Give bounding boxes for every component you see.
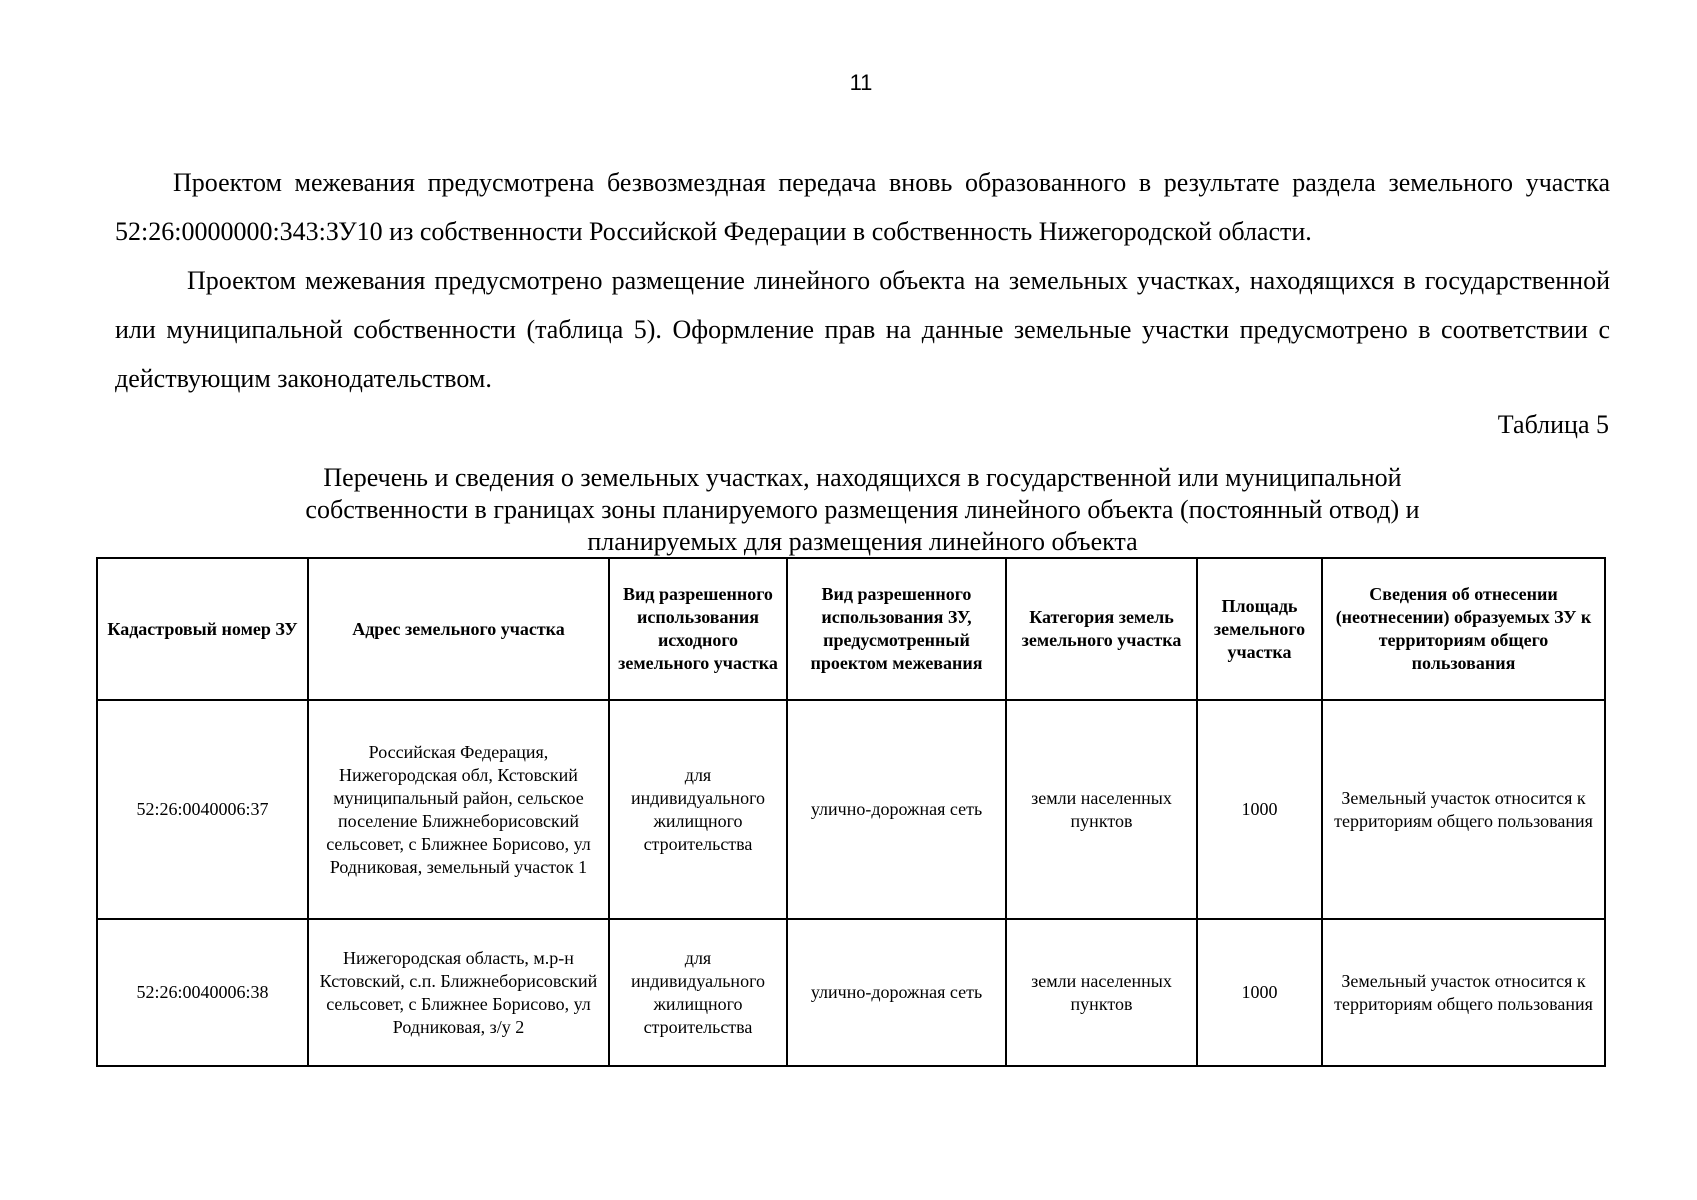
table-header-row bbox=[97, 558, 1605, 700]
cell-original-use: для индивидуального жилищного строительства bbox=[609, 700, 787, 919]
cell-project-use: улично-дорожная сеть bbox=[787, 700, 1006, 919]
header-land-category: Категория земель земельного участка bbox=[1006, 558, 1197, 700]
cell-original-use: для индивидуального жилищного строительства bbox=[609, 919, 787, 1066]
header-address: Адрес земельного участка bbox=[308, 558, 609, 700]
cell-common-use: Земельный участок относится к территориям общего пользования bbox=[1322, 700, 1605, 919]
cell-project-use: улично-дорожная сеть bbox=[787, 919, 1006, 1066]
paragraph-placement: Проектом межевания предусмотрено размещение линейного объекта на земельных участках, находящихся в государственной или муниципальной собственности (таблица 5). Оформление прав на данные земельные участки предусмотрено в соответствии с действующим законодательством. bbox=[115, 266, 1610, 393]
header-area: Площадь земельного участка bbox=[1197, 558, 1322, 700]
cell-area: 1000 bbox=[1197, 919, 1322, 1066]
cell-common-use: Земельный участок относится к территориям общего пользования bbox=[1322, 919, 1605, 1066]
header-original-use: Вид разрешенного использования исходного земельного участка bbox=[609, 558, 787, 700]
table-title: Перечень и сведения о земельных участках, находящихся в государственной или муниципальной собственности в границах зоны планируемого размещения линейного объекта (постоянный отвод) и планируемых для размещения линейного объекта bbox=[305, 463, 1420, 556]
cell-cadastral-number: 52:26:0040006:37 bbox=[97, 700, 308, 919]
cell-address: Нижегородская область, м.р-н Кстовский, с.п. Ближнеборисовский сельсовет, с Ближнее Борисово, ул Родниковая, з/у 2 bbox=[308, 919, 609, 1066]
page-number: 11 bbox=[849, 70, 873, 95]
land-plots-table bbox=[96, 557, 1606, 1067]
header-common-use: Сведения об отнесении (неотнесении) образуемых ЗУ к территориям общего пользования bbox=[1322, 558, 1605, 700]
header-project-use: Вид разрешенного использования ЗУ, предусмотренный проектом межевания bbox=[787, 558, 1006, 700]
cell-area: 1000 bbox=[1197, 700, 1322, 919]
table-row bbox=[97, 700, 1605, 919]
cell-land-category: земли населенных пунктов bbox=[1006, 919, 1197, 1066]
table-row bbox=[97, 919, 1605, 1066]
table-label: Таблица 5 bbox=[1497, 410, 1609, 439]
paragraph-transfer: Проектом межевания предусмотрена безвозмездная передача вновь образованного в результате раздела земельного участка 52:26:0000000:343:ЗУ10 из собственности Российской Федерации в собственность Нижегородской области. bbox=[115, 168, 1610, 246]
cell-land-category: земли населенных пунктов bbox=[1006, 700, 1197, 919]
cell-address: Российская Федерация, Нижегородская обл, Кстовский муниципальный район, сельское поселение Ближнеборисовский сельсовет, с Ближнее Борисово, ул Родниковая, земельный участок 1 bbox=[308, 700, 609, 919]
header-cadastral-number: Кадастровый номер ЗУ bbox=[97, 558, 308, 700]
cell-cadastral-number: 52:26:0040006:38 bbox=[97, 919, 308, 1066]
